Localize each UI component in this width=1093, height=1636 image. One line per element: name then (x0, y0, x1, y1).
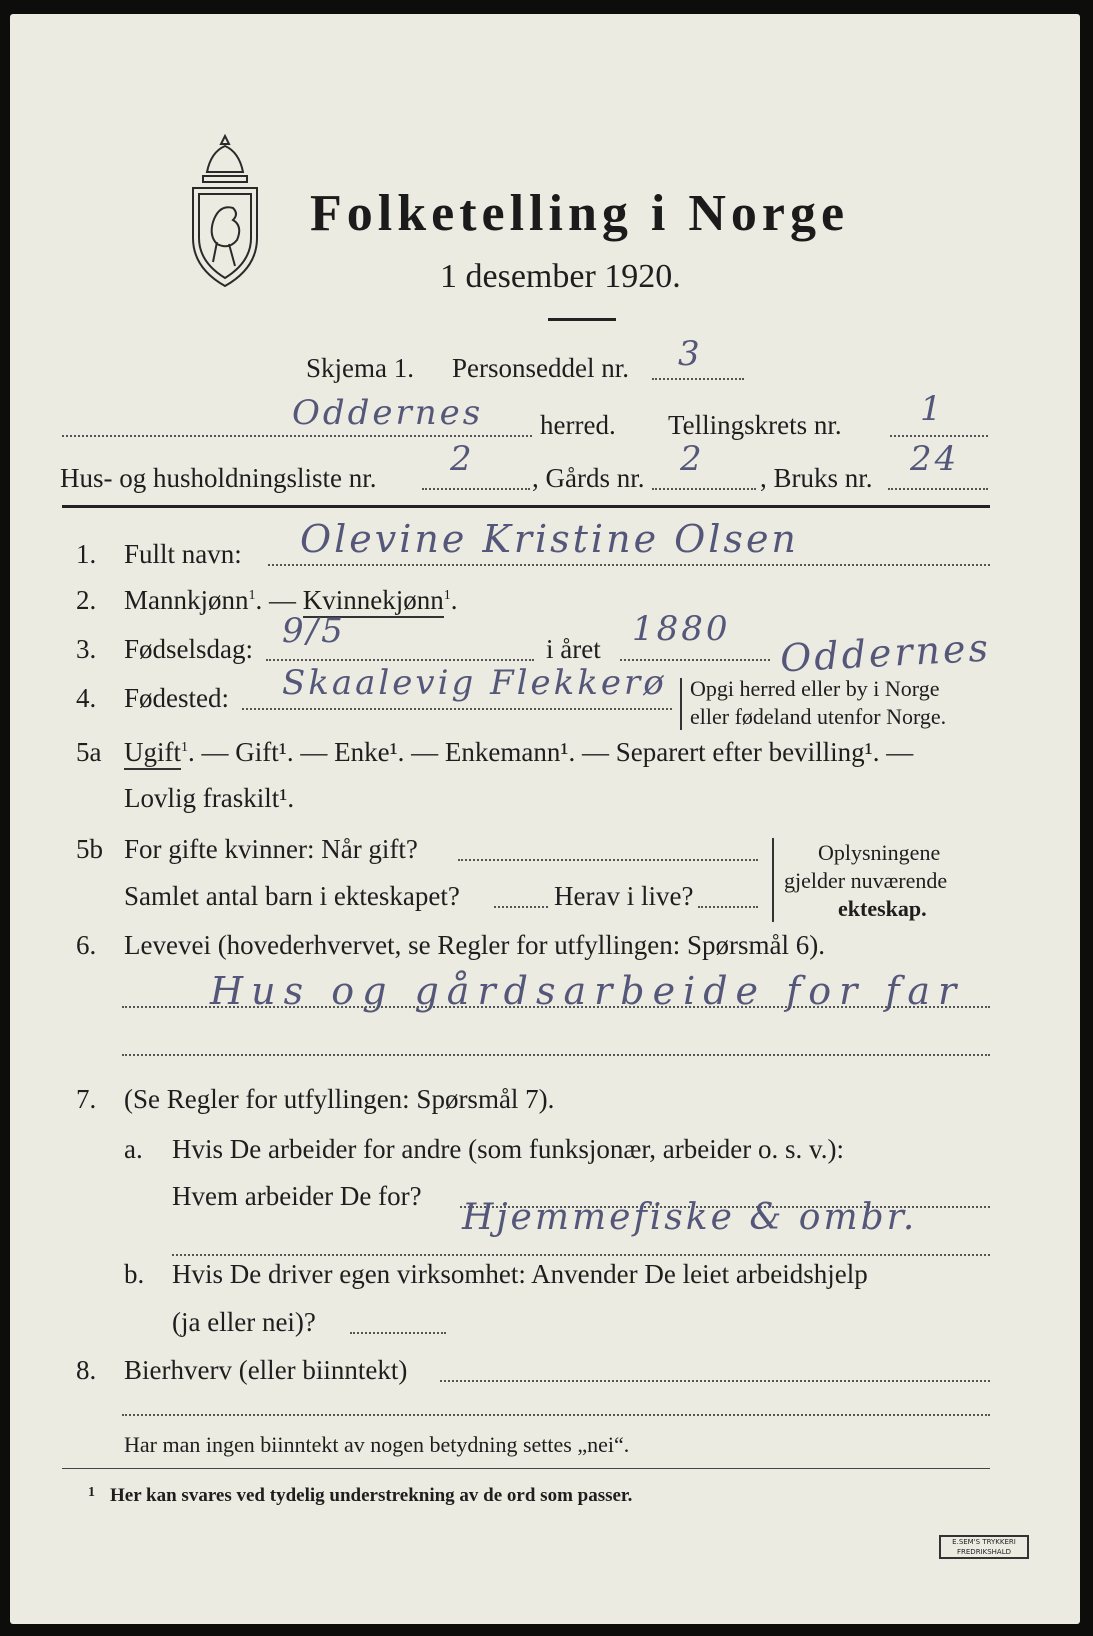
levevei-value: Hus og gårdsarbeide for far (210, 969, 965, 1013)
fodested-herred-value: Oddernes (778, 625, 992, 681)
ekteskap-note-2: gjelder nuværende (784, 868, 948, 893)
fullt-navn-value: Olevine Kristine Olsen (300, 517, 799, 561)
bruks-label: , Bruks nr. (760, 463, 873, 493)
herred-label: herred. (540, 410, 616, 440)
naar-gift-label: For gifte kvinner: Når gift? (124, 834, 418, 864)
q7b-label: Hvis De driver egen virksomhet: Anvender De leiet arbeidshjelp (172, 1259, 868, 1289)
antal-barn-label: Samlet antal barn i ekteskapet? (124, 881, 460, 911)
fodested-value: Skaalevig Flekkerø (282, 663, 667, 703)
fodselsdag-label: Fødselsdag: (124, 634, 254, 664)
coat-of-arms-icon (185, 132, 265, 292)
q7a-question: Hvem arbeider De for? (172, 1181, 422, 1211)
footnote-rule (62, 1468, 990, 1469)
kjonn-line: Mannkjønn$^1$. — Kvinnekjønn$^1$. (124, 587, 458, 614)
herav-i-live-label: Herav i live? (554, 881, 694, 911)
skjema-label: Skjema 1. (306, 353, 414, 383)
husliste-label: Hus- og husholdningsliste nr. (60, 463, 377, 493)
levevei-label: Levevei (hovederhvervet, se Regler for utfyllingen: Spørsmål 6). (124, 930, 826, 960)
kvinnekjonn-underlined: Kvinnekjønn (303, 585, 444, 618)
q7a-label: Hvis De arbeider for andre (som funksjonær, arbeider o. s. v.): (172, 1134, 844, 1164)
census-form: Folketelling i Norge 1 desember 1920. Skjema 1. Personseddel nr. 3 Oddernes herred. Tellingskrets nr. 1 Hus- og husholdningsliste nr. 2 , Gårds nr. 2 , Bruks nr. 24 1. Fullt navn: Olevine Kristine Olsen 2. Mannkjønn$^1$. — Kvinnekjønn$^1$. 3. Fødselsdag: 9/5 i året 1880 Oddernes 4. Fødested: Skaalevig Flekkerø Opgi herred eller by i Norge eller fødeland utenfor Norge. 5a Ugift$^1$. — Gift¹. — Enke¹. — Enkemann¹. — Separert efter bevilling¹. — Lovlig fraskilt¹. 5b For gifte kvinner: Når gift? Samlet antal barn i ekteskapet? Herav i live? Oplysningene gjelder nuværende ekteskap. 6. Levevei (hovederhvervet, se Regler for utfyllingen: Spørsmål 6). Hus og gårdsarbeide for far 7. (Se Regler for utfyllingen: Spørsmål 7). a. Hvis De arbeider for andre (som funksjonær, arbeider o. s. v.): Hvem arbeider De for? Hjemmefiske & ombr. b. Hvis De driver egen virksomhet: Anvender De leiet arbeidshjelp (ja eller nei)? 8. Bierhverv (eller biinntekt) Har man ingen biinntekt av nogen betydning settes „nei“. 1 Her kan svares ved tydelig understrekning av de ord som passer. E.SEM'S TRYKKERI FREDRIKSHALD (10, 14, 1080, 1624)
fodselsaar-value: 1880 (632, 609, 731, 649)
personseddel-label: Personseddel nr. (452, 353, 629, 383)
aaret-label: i året (546, 634, 601, 664)
printer-stamp: E.SEM'S TRYKKERI FREDRIKSHALD (939, 1535, 1029, 1559)
form-title: Folketelling i Norge (310, 185, 850, 242)
biinntekt-note: Har man ingen biinntekt av nogen betydning settes „nei“. (124, 1432, 630, 1457)
lovlig-fraskilt: Lovlig fraskilt¹. (124, 783, 295, 813)
personseddel-value: 3 (678, 334, 703, 374)
ekteskap-note-1: Oplysningene (818, 840, 941, 865)
q7b-question: (ja eller nei)? (172, 1307, 316, 1337)
ekteskap-note-3: ekteskap. (838, 896, 927, 921)
gards-value: 2 (680, 439, 705, 479)
arbeidsgiver-value: Hjemmefiske & ombr. (462, 1197, 918, 1238)
tellingskrets-value: 1 (920, 389, 945, 429)
title-divider (548, 318, 616, 321)
header-rule (62, 505, 990, 508)
fullt-navn-label: Fullt navn: (124, 539, 242, 569)
q7-label: (Se Regler for utfyllingen: Spørsmål 7). (124, 1084, 555, 1114)
bruks-value: 24 (910, 439, 960, 479)
gards-label: , Gårds nr. (532, 463, 645, 493)
fodested-note-1: Opgi herred eller by i Norge (690, 676, 940, 701)
footnote-text: Her kan svares ved tydelig understrekning av de ord som passer. (110, 1485, 633, 1506)
census-date: 1 desember 1920. (440, 258, 681, 295)
fodselsdag-value: 9/5 (282, 611, 346, 651)
ugift-underlined: Ugift (124, 737, 181, 770)
sivilstand-line: Ugift$^1$. — Gift¹. — Enke¹. — Enkemann¹. — Separert efter bevilling¹. — (124, 739, 913, 766)
herred-value: Oddernes (292, 393, 484, 433)
bierhverv-label: Bierhverv (eller biinntekt) (124, 1355, 408, 1385)
husliste-value: 2 (450, 439, 475, 479)
fodested-label: Fødested: (124, 683, 229, 713)
fodested-note-2: eller fødeland utenfor Norge. (690, 704, 947, 729)
tellingskrets-label: Tellingskrets nr. (668, 410, 842, 440)
